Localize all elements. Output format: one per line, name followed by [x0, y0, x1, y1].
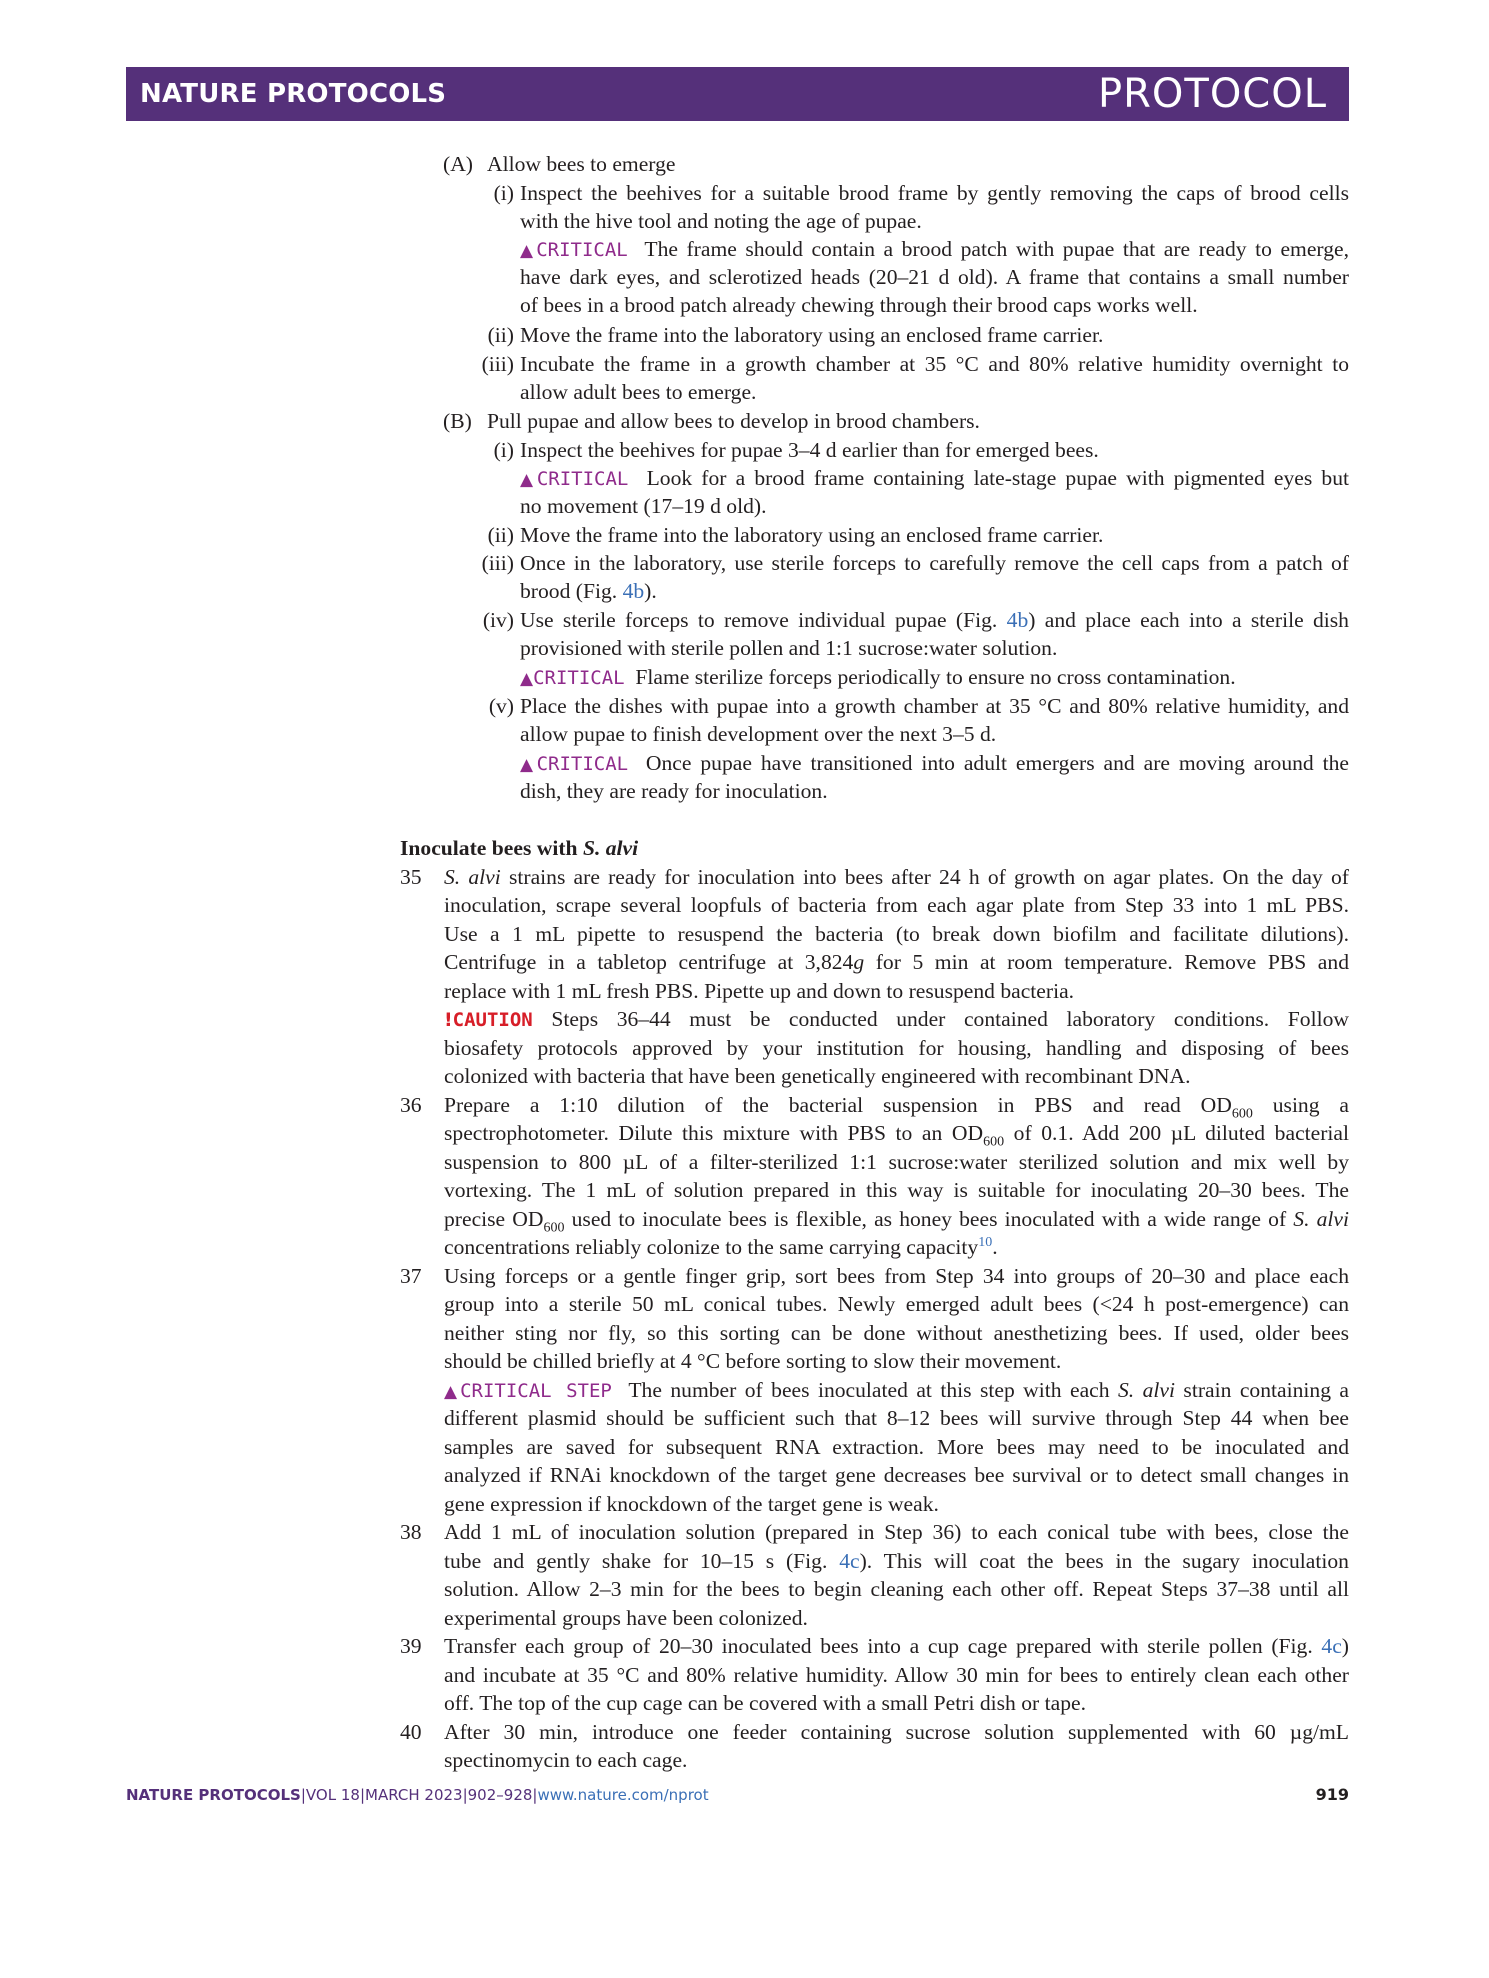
critical-step-note: [444, 1376, 1349, 1404]
italic-span: g: [853, 950, 865, 974]
text-span: Use sterile forceps to remove individual pupae (Fig.: [520, 608, 1007, 632]
heading-italic: S. alvi: [582, 836, 639, 860]
text-line: [520, 606, 1349, 634]
text-line: suspension to 800 µL of a filter-sterilized 1:1 sucrose:water sterilized solution and mix well by: [444, 1150, 1349, 1174]
text-line: colonized with bacteria that have been genetically engineered with recombinant DNA.: [444, 1064, 1191, 1088]
critical-note: [520, 235, 1349, 263]
section-heading: [400, 834, 638, 862]
text-line: solution. Allow 2–3 min for the bees to begin cleaning each other off. Repeat Steps 37–38 until all: [444, 1577, 1349, 1601]
step-number: 37: [400, 1264, 422, 1288]
step-number: 36: [400, 1093, 422, 1117]
text-line: provisioned with sterile pollen and 1:1 sucrose:water solution.: [520, 636, 1058, 660]
figure-link[interactable]: 4b: [1006, 608, 1029, 632]
figure-link[interactable]: 4c: [839, 1549, 860, 1573]
critical-label: CRITICAL: [536, 468, 629, 490]
text-line: Once in the laboratory, use sterile forceps to carefully remove the cell caps from a patch of: [520, 551, 1349, 575]
text-span: Flame sterilize forceps periodically to ensure no cross contamination.: [635, 665, 1236, 689]
step-number: 40: [400, 1720, 422, 1744]
list-item: Allow bees to emerge: [487, 152, 676, 176]
subscript: 600: [1231, 1106, 1253, 1122]
heading-text: Inoculate bees with: [400, 836, 583, 860]
triangle-icon: ▲: [520, 470, 537, 490]
critical-label: CRITICAL: [533, 667, 625, 689]
text-line: allow adult bees to emerge.: [520, 380, 757, 404]
text-span: Look for a brood frame containing late-stage pupae with pigmented eyes but: [646, 466, 1350, 490]
text-line: Use a 1 mL pipette to resuspend the bacteria (to break down biofilm and facilitate dilutions).: [444, 922, 1349, 946]
text-line: analyzed if RNAi knockdown of the target gene decreases bee survival or to detect small changes in: [444, 1463, 1349, 1487]
step-number: 38: [400, 1520, 422, 1544]
footer-pages: 902–928: [467, 1786, 533, 1804]
exclamation-icon: !: [444, 1009, 453, 1031]
triangle-icon: ▲: [444, 1382, 461, 1402]
text-line: no movement (17–19 d old).: [520, 494, 767, 518]
text-line: [520, 577, 657, 605]
step-number: 35: [400, 865, 422, 889]
text-line: spectinomycin to each cage.: [444, 1748, 688, 1772]
critical-note: [520, 663, 1236, 691]
text-span: Prepare a 1:10 dilution of the bacterial suspension in PBS and read OD: [444, 1093, 1232, 1117]
text-span: ) and place each into a sterile dish: [1028, 608, 1349, 632]
list-label: (i): [493, 438, 514, 462]
text-span: ). This will coat the bees in the sugary inoculation: [859, 1549, 1349, 1573]
text-span: used to inoculate bees is flexible, as honey bees inoculated with a wide range of: [564, 1207, 1294, 1231]
text-line: Place the dishes with pupae into a growth chamber at 35 °C and 80% relative humidity, and: [520, 694, 1349, 718]
text-line: inoculation, scrape several loopfuls of bacteria from each agar plate from Step 33 into 1 mL PBS.: [444, 893, 1349, 917]
text-line: with the hive tool and noting the age of pupae.: [520, 209, 922, 233]
text-line: Add 1 mL of inoculation solution (prepared in Step 36) to each conical tube with bees, close the: [444, 1520, 1349, 1544]
text-line: Incubate the frame in a growth chamber at 35 °C and 80% relative humidity overnight to: [520, 352, 1349, 376]
text-line: allow pupae to finish development over the next 3–5 d.: [520, 722, 997, 746]
page-number: 919: [1315, 1785, 1349, 1804]
list-label: (iii): [481, 352, 514, 376]
footer-volume: VOL 18: [305, 1786, 360, 1804]
footer-separator: |: [359, 1786, 365, 1804]
text-line: samples are saved for subsequent RNA extraction. More bees may need to be inoculated and: [444, 1435, 1349, 1459]
text-line: After 30 min, introduce one feeder containing sucrose solution supplemented with 60 µg/mL: [444, 1720, 1349, 1744]
text-span: precise OD: [444, 1207, 544, 1231]
text-line: neither sting nor fly, so this sorting can be done without anesthetizing bees. If used, older bees: [444, 1321, 1349, 1345]
text-line: [444, 1205, 1349, 1236]
text-line: [444, 1632, 1349, 1660]
text-span: Centrifuge in a tabletop centrifuge at 3,824: [444, 950, 854, 974]
text-line: Inspect the beehives for a suitable brood frame by gently removing the caps of brood cells: [520, 181, 1349, 205]
text-span: ): [1341, 1634, 1349, 1658]
text-line: different plasmid should be sufficient such that 8–12 bees will survive through Step 44 when bee: [444, 1406, 1349, 1430]
list-label: (iv): [482, 608, 514, 632]
list-label: (i): [493, 181, 514, 205]
critical-note: [520, 749, 1349, 777]
text-line: replace with 1 mL fresh PBS. Pipette up and down to resuspend bacteria.: [444, 979, 1075, 1003]
text-span: tube and gently shake for 10–15 s (Fig.: [444, 1549, 840, 1573]
list-label: (ii): [487, 523, 514, 547]
text-line: have dark eyes, and sclerotized heads (20–21 d old). A frame that contains a small number: [520, 265, 1349, 289]
subscript: 600: [543, 1220, 565, 1236]
header-bar: [126, 67, 1349, 121]
list-label: (A): [443, 152, 473, 176]
footer-url-link[interactable]: www.nature.com/nprot: [537, 1786, 709, 1804]
figure-link[interactable]: 4c: [1321, 1634, 1342, 1658]
list-item: Pull pupae and allow bees to develop in brood chambers.: [487, 409, 980, 433]
text-span: Once pupae have transitioned into adult emergers and are moving around the: [645, 751, 1350, 775]
text-line: biosafety protocols approved by your institution for housing, handling and disposing of bees: [444, 1036, 1349, 1060]
text-line: should be chilled briefly at 4 °C before sorting to slow their movement.: [444, 1349, 1062, 1373]
journal-name: NATURE PROTOCOLS: [140, 79, 447, 109]
text-line: [444, 948, 1349, 976]
list-label: (B): [443, 409, 472, 433]
italic-span: S. alvi: [1293, 1207, 1349, 1231]
text-line: Move the frame into the laboratory using an enclosed frame carrier.: [520, 523, 1104, 547]
text-line: gene expression if knockdown of the target gene is weak.: [444, 1492, 939, 1516]
reference-link[interactable]: 10: [978, 1234, 993, 1250]
text-span: strain containing a: [1175, 1378, 1349, 1402]
text-line: experimental groups have been colonized.: [444, 1606, 808, 1630]
text-line: Inspect the beehives for pupae 3–4 d earlier than for emerged bees.: [520, 438, 1099, 462]
text-span: The number of bees inoculated at this step with each: [628, 1378, 1118, 1402]
italic-span: S. alvi: [1117, 1378, 1175, 1402]
caution-label: CAUTION: [452, 1009, 533, 1031]
text-span: Steps 36–44 must be conducted under contained laboratory conditions. Follow: [551, 1007, 1349, 1031]
footer-separator: |: [462, 1786, 468, 1804]
critical-note: [520, 464, 1349, 492]
text-line: Using forceps or a gentle finger grip, sort bees from Step 34 into groups of 20–30 and place each: [444, 1264, 1349, 1288]
critical-step-label: CRITICAL STEP: [460, 1380, 612, 1402]
text-span: Transfer each group of 20–30 inoculated bees into a cup cage prepared with sterile pollen (Fig.: [444, 1634, 1322, 1658]
text-span: brood (Fig.: [520, 579, 623, 603]
italic-span: S. alvi: [444, 865, 501, 889]
article-type: PROTOCOL: [1097, 71, 1327, 117]
text-line: [444, 1547, 1349, 1575]
list-label: (ii): [487, 323, 514, 347]
caution-note: [444, 1005, 1349, 1033]
text-span: using a: [1252, 1093, 1349, 1117]
text-span: The frame should contain a brood patch with pupae that are ready to emerge,: [644, 237, 1349, 261]
footer-citation: [126, 1786, 709, 1804]
text-line: Move the frame into the laboratory using an enclosed frame carrier.: [520, 323, 1104, 347]
triangle-icon: ▲: [520, 755, 537, 775]
text-span: spectrophotometer. Dilute this mixture with PBS to an OD: [444, 1121, 984, 1145]
text-line: of bees in a brood patch already chewing through their brood caps works well.: [520, 293, 1198, 317]
step-number: 39: [400, 1634, 422, 1658]
text-line: [444, 1233, 998, 1261]
footer-journal: NATURE PROTOCOLS: [126, 1786, 301, 1804]
text-line: [444, 1119, 1350, 1150]
critical-label: CRITICAL: [536, 753, 629, 775]
text-span: .: [992, 1235, 998, 1259]
text-line: group into a sterile 50 mL conical tubes. Newly emerged adult bees (<24 h post-emergence) can: [444, 1292, 1349, 1316]
footer-date: MARCH 2023: [365, 1786, 463, 1804]
text-line: [444, 1091, 1349, 1122]
triangle-icon: ▲: [520, 669, 534, 689]
footer-separator: |: [300, 1786, 306, 1804]
text-span: concentrations reliably colonize to the same carrying capacity: [444, 1235, 979, 1259]
list-label: (iii): [481, 551, 514, 575]
footer-separator: |: [532, 1786, 538, 1804]
list-label: (v): [488, 694, 514, 718]
triangle-icon: ▲: [520, 241, 537, 261]
text-line: and incubate at 35 °C and 80% relative humidity. Allow 30 min for bees to entirely clean each other: [444, 1663, 1349, 1687]
text-span: strains are ready for inoculation into bees after 24 h of growth on agar plates. On the day of: [500, 865, 1349, 889]
subscript: 600: [983, 1134, 1005, 1150]
text-line: vortexing. The 1 mL of solution prepared in this way is suitable for inoculating 20–30 bees. The: [444, 1178, 1349, 1202]
text-line: dish, they are ready for inoculation.: [520, 779, 828, 803]
critical-label: CRITICAL: [536, 239, 628, 261]
text-line: [444, 863, 1349, 891]
figure-link[interactable]: 4b: [622, 579, 645, 603]
text-line: off. The top of the cup cage can be covered with a small Petri dish or tape.: [444, 1691, 1087, 1715]
text-span: for 5 min at room temperature. Remove PBS and: [864, 950, 1349, 974]
text-span: ).: [644, 579, 657, 603]
text-span: of 0.1. Add 200 µL diluted bacterial: [1004, 1121, 1350, 1145]
